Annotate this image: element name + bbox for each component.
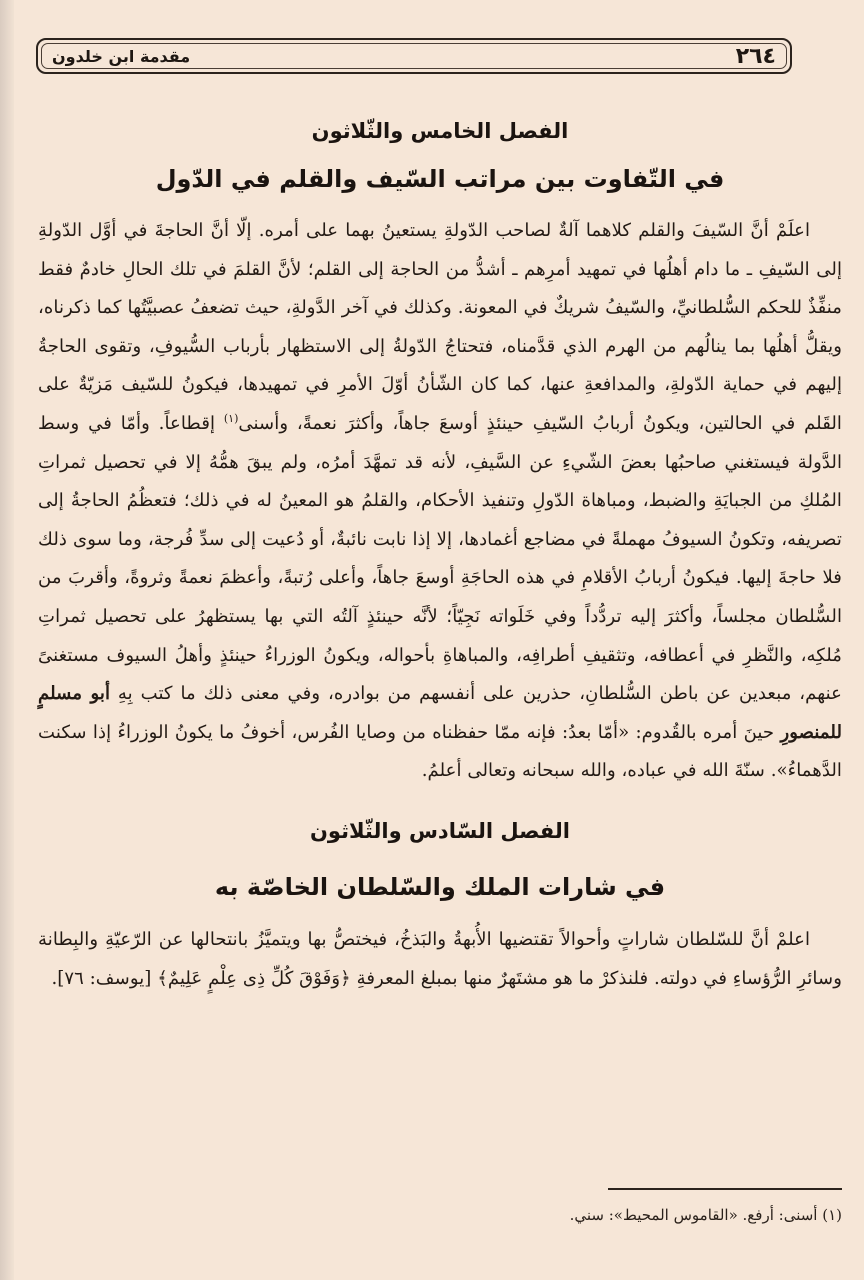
paragraph-text-part1: اعلَمْ أنَّ السّيفَ والقلم كلاهما آلةٌ لصاحب الدّولةِ يستعينُ بهما على أمره. إلّا أنَّ الحاجةَ في أوَّل الدّولةِ إلى السّيفِ ـ ما دام أهلُها في تمهيد أمرِهم ـ أشدُّ من الحاجة إلى القلم؛ لأنَّ القلمَ في تلك الحالِ خادمٌ فقط منفِّذٌ للحكم السُّلطانيِّ، والسّيفُ شريكٌ في المعونة. وكذلك في آخر الدَّولةِ، حيث تضعفُ عصبيَّتُها كما ذكرناه، ويقلُّ أهلُها بما ينالُهم من الهرم الذي قدَّمناه، فتحتاجُ الدّولةُ إلى الاستظهار بأرباب السُّيوفِ، وتقوى الحاجةُ إليهم في حماية الدّولةِ، والمدافعةِ عنها، كما كان الشّأنُ أوّلَ الأمرِ في تمهيدها، فيكونُ للسّيف مَزيّةٌ على القَلم في الحالتين، ويكونُ أربابُ السّيفِ حينئذٍ أوسعَ جاهاً، وأكثرَ نعمةً، وأسنى <box>38 220 842 434</box>
chapter-36-title: الفصل السّادس والثّلاثون <box>310 818 570 843</box>
chapter-36-subtitle: في شارات الملك والسّلطان الخاصّة به <box>214 872 666 901</box>
book-title: مقدمة ابن خلدون <box>52 46 191 66</box>
footnote-divider <box>608 1188 842 1190</box>
paragraph-text-part2: إقطاعاً. وأمّا في وسط الدَّولة فيستغني صاحبُها بعضَ الشّيءِ عن السَّيفِ، لأنه قد تمهَّدَ أمرُه، ولم يبقَ همُّهُ إلا في تحصيل ثمراتِ المُلكِ من الجبايَةِ والضبط، ومباهاة الدّولِ وتنفيذ الأحكام، والقلمُ هو المعينُ له في ذلك؛ فتعظُمُ الحاجةُ إلى تصريفه، وتكونُ السيوفُ مهملةً في مضاجع أغمادها، إلا إذا نابت نائبةٌ، أو دُعيت إلى سدِّ فُرجة، وما سوى ذلك فلا حاجةَ إليها. فيكونُ أربابُ الأقلامِ في هذه الحاجَةِ أوسعَ جاهاً، وأعلى رُتبةً، وأعظمَ نعمةً وثروةً، وأقربَ من السُّلطان مجلساً، وأكثرَ إليه تردُّداً وفي خَلَواته نَجِيّاً؛ لأنَّه حينئذٍ آلتُه التي بها يستظهرُ على تحصيل ثمراتِ مُلكِه، والنَّظرِ في أعطافه، وتثقيفِ أطرافِه، والمباهاةِ بأحواله، ويكونُ الوزراءُ حينئذٍ وأهلُ السيوف مستغنىً عنهم، مبعدين عن باطن السُّلطانِ، حذرين على أنفسهم من بوادره، وفي معنى ذلك ما كتب بِهِ <box>38 412 843 705</box>
bold-name: أبو مسلمٍ للمنصورِ <box>38 683 842 743</box>
page-content <box>38 108 842 998</box>
chapter-36 <box>38 805 842 998</box>
chapter-35 <box>38 108 842 791</box>
footnote-1: (١) أسنى: أرفع. «القاموس المحيط»: سني. <box>569 1206 842 1224</box>
page-edge-shadow <box>0 0 14 1280</box>
quran-verse: ﴿وَفَوْقَ كُلِّ ذِى عِلْمٍ عَلِيمٌ﴾ <box>157 967 351 989</box>
chapter-35-subtitle: في التّفاوت بين مراتب السّيف والقلم في الدّول <box>155 165 725 193</box>
paragraph-text-part3: حينَ أمره بالقُدوم: «أمّا بعدُ: فإنه ممّا حفظناه من وصايا الفُرس، أخوفُ ما يكونُ الوزراءُ إذا سكنت الدَّهماءُ». سنّةَ الله في عباده، والله سبحانه وتعالى أعلمُ. <box>38 721 842 782</box>
running-header <box>36 38 792 74</box>
chapter-36-paragraph <box>38 921 842 998</box>
verse-citation: [يوسف: ٧٦]. <box>51 967 158 989</box>
chapter-35-paragraph <box>38 212 842 791</box>
page-number: ٢٦٤ <box>735 43 776 69</box>
paragraph-text-part1: اعلمْ أنَّ للسّلطان شاراتٍ وأحوالاً تقتضيها الأُبهةُ والبَذخُ، فيختصُّ بها ويتميَّزُ بانتحالها عن الرّعيّةِ والبِطانة وسائرِ الرُّؤساءِ في دولته. فلنذكرْ ما هو مشتَهرٌ منها بمبلغ المعرفةِ <box>38 928 842 989</box>
chapter-35-title: الفصل الخامس والثّلاثون <box>311 119 569 143</box>
footnote-reference[interactable]: (١) <box>223 411 239 425</box>
